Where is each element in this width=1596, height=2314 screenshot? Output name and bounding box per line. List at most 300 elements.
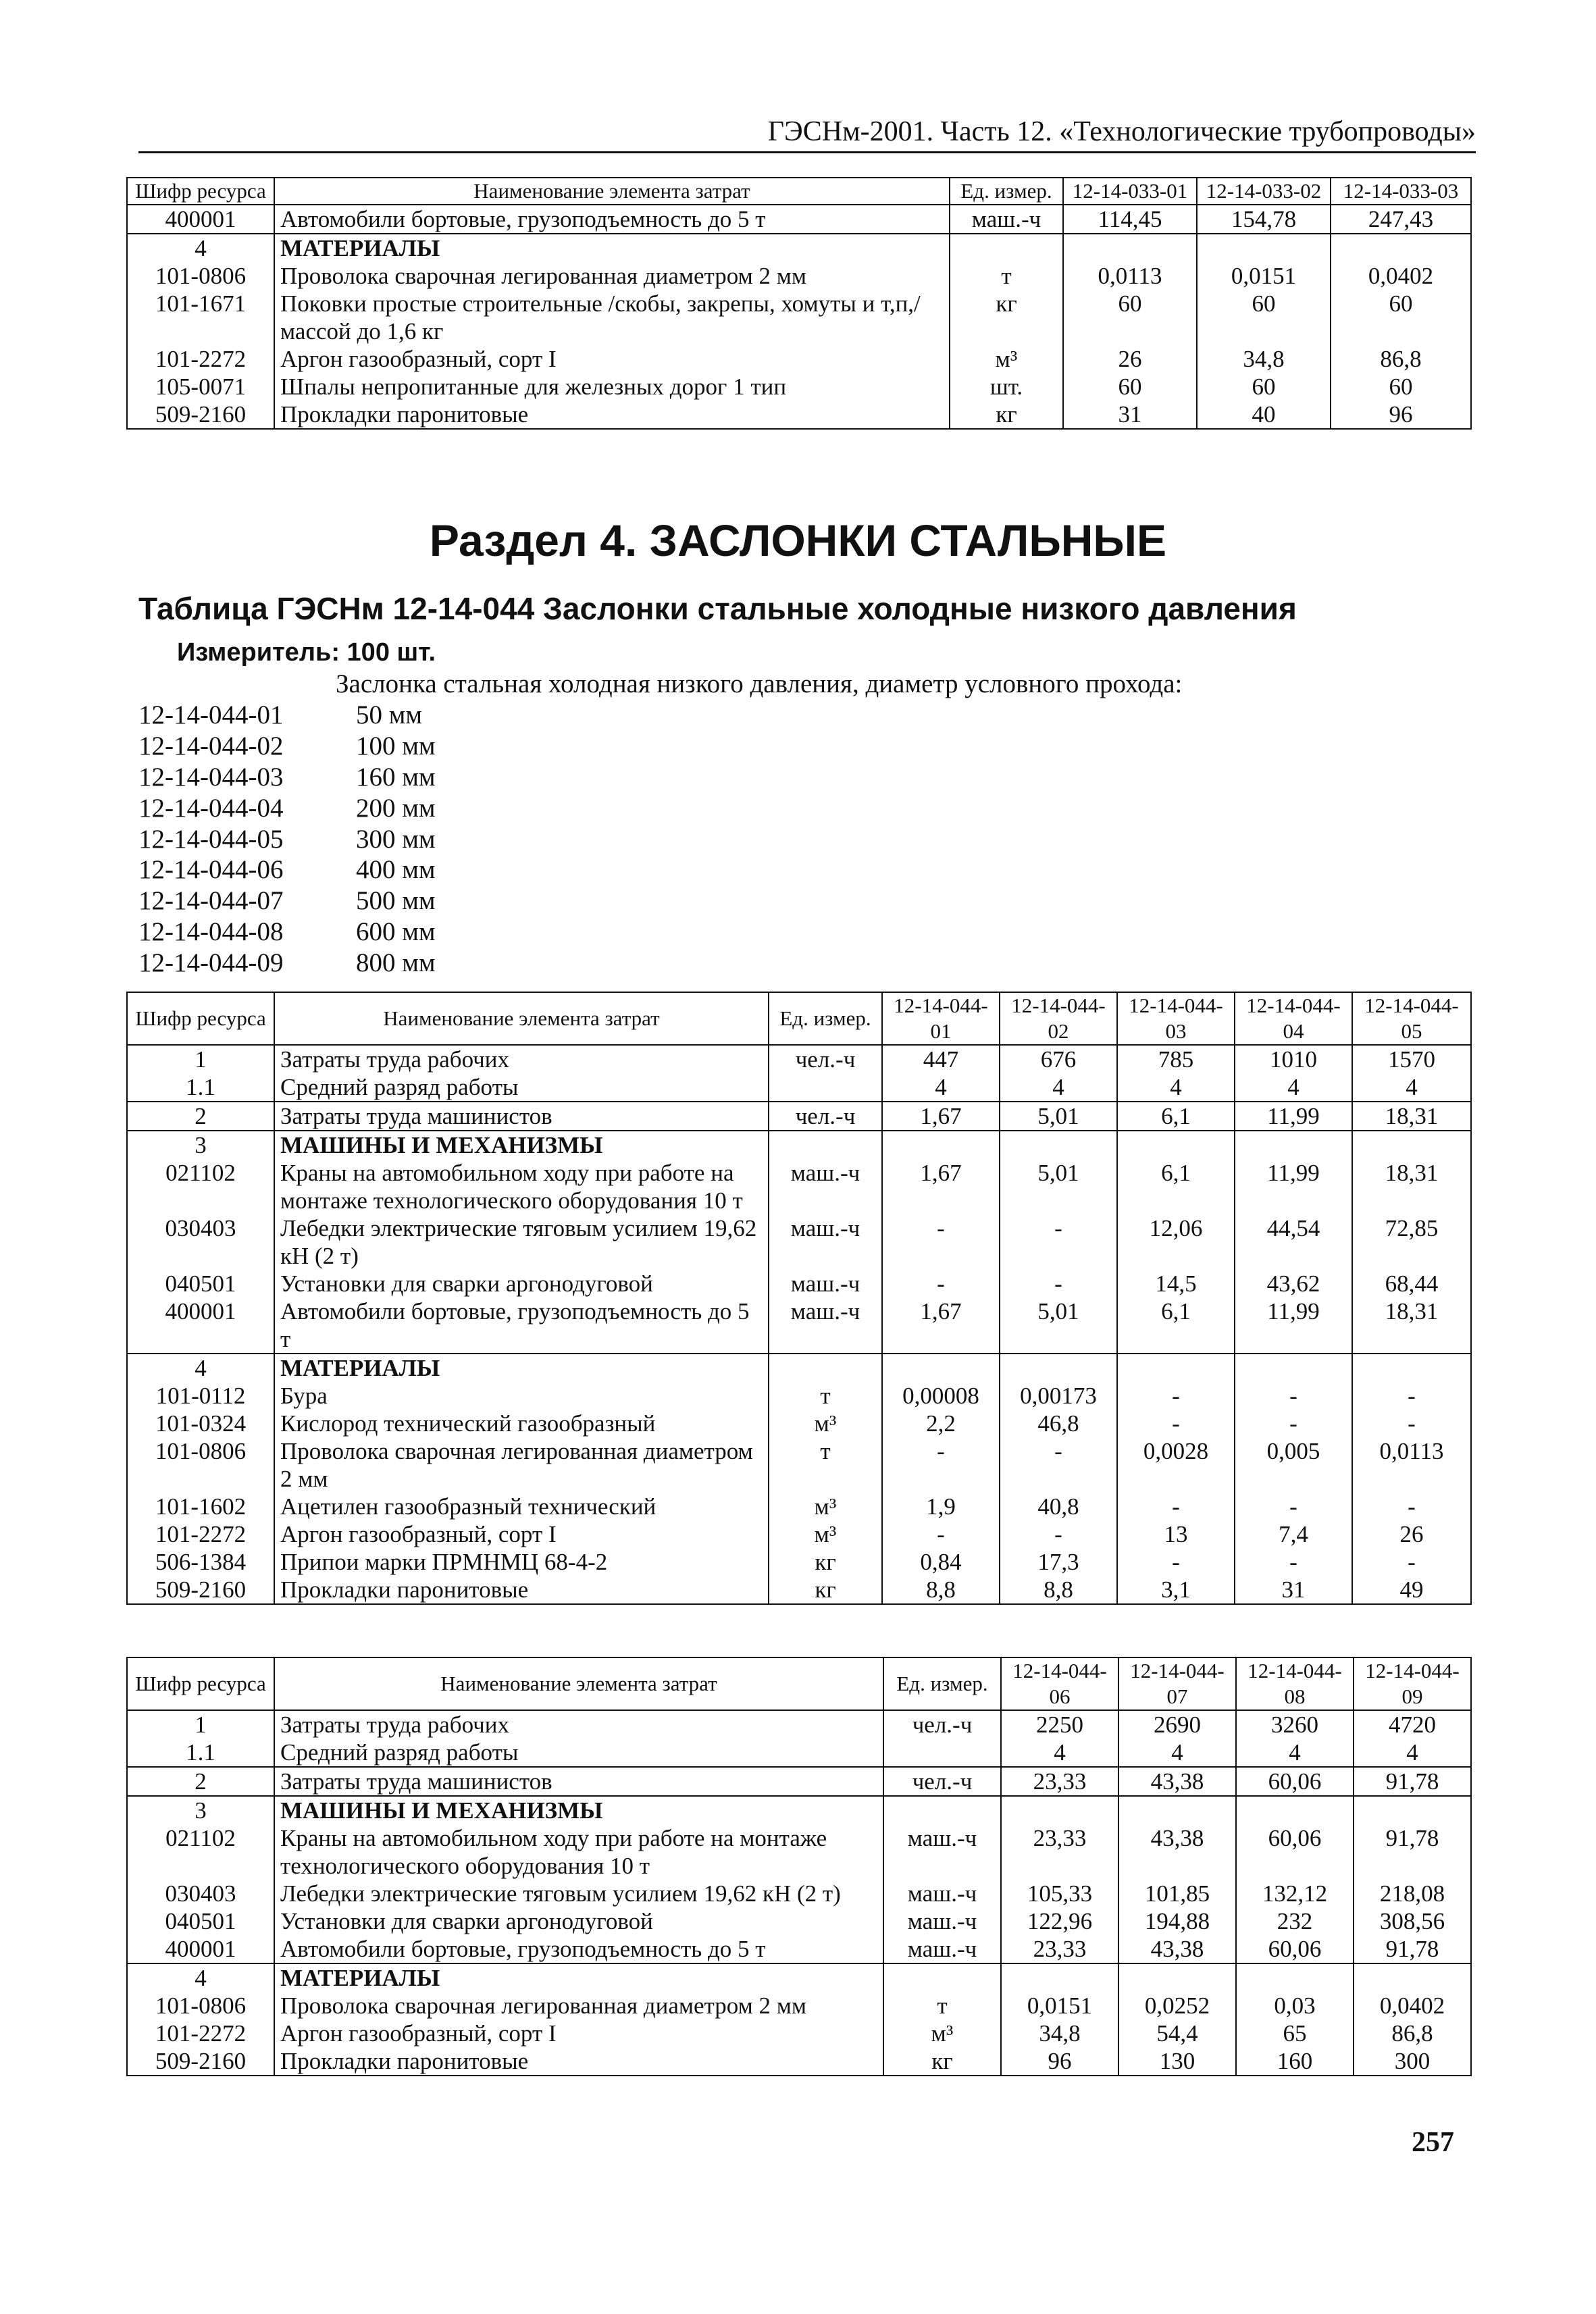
unit: кг bbox=[950, 401, 1063, 429]
estimate-code: 12-14-044-09 bbox=[138, 948, 284, 978]
column-header: 12-14-044-04 bbox=[1235, 992, 1352, 1045]
unit: маш.-ч bbox=[883, 1824, 1001, 1880]
unit: кг bbox=[769, 1548, 882, 1576]
value-cell bbox=[1235, 1131, 1352, 1159]
cost-item-name: Кислород технический газообразный bbox=[274, 1410, 769, 1437]
value-cell: 1,67 bbox=[882, 1102, 1000, 1131]
value-cell: - bbox=[1352, 1382, 1471, 1410]
value-cell: - bbox=[1117, 1548, 1235, 1576]
cost-item-name: Затраты труда машинистов bbox=[274, 1767, 883, 1796]
cost-item-name: Проволока сварочная легированная диаметром 2 мм bbox=[274, 1437, 769, 1493]
resource-code: 101-0324 bbox=[127, 1410, 274, 1437]
cost-item-name: Шпалы непропитанные для железных дорог 1 тип bbox=[274, 373, 950, 401]
column-header: Наименование элемента затрат bbox=[274, 992, 769, 1045]
value-cell: 72,85 bbox=[1352, 1214, 1471, 1270]
value-cell: 54,4 bbox=[1118, 2020, 1236, 2047]
cost-item-name: Затраты труда рабочих bbox=[274, 1045, 769, 1073]
code-size-row bbox=[138, 731, 436, 762]
value-cell: 65 bbox=[1236, 2020, 1354, 2047]
nominal-diameter: 200 мм bbox=[356, 793, 436, 823]
table-row bbox=[127, 1297, 1471, 1354]
value-cell: 785 bbox=[1117, 1045, 1235, 1073]
table-row bbox=[127, 1159, 1471, 1214]
value-cell: 0,0402 bbox=[1354, 1992, 1471, 2020]
value-cell bbox=[1352, 1354, 1471, 1382]
resource-code: 030403 bbox=[127, 1880, 274, 1907]
resource-code: 040501 bbox=[127, 1907, 274, 1935]
cost-item-name: МАТЕРИАЛЫ bbox=[274, 234, 950, 262]
value-cell: - bbox=[882, 1270, 1000, 1297]
column-header: Наименование элемента затрат bbox=[274, 178, 950, 205]
value-cell: 132,12 bbox=[1236, 1880, 1354, 1907]
value-cell: 91,78 bbox=[1354, 1824, 1471, 1880]
unit: маш.-ч bbox=[950, 205, 1063, 234]
value-cell bbox=[1352, 1131, 1471, 1159]
value-cell: - bbox=[882, 1214, 1000, 1270]
value-cell: 101,85 bbox=[1118, 1880, 1236, 1907]
resource-code: 509-2160 bbox=[127, 401, 274, 429]
table-row bbox=[127, 1907, 1471, 1935]
value-cell: 60 bbox=[1197, 373, 1331, 401]
value-cell bbox=[1117, 1354, 1235, 1382]
cost-item-name: МАШИНЫ И МЕХАНИЗМЫ bbox=[274, 1796, 883, 1824]
table-row bbox=[127, 1520, 1471, 1548]
resource-code: 101-0806 bbox=[127, 1437, 274, 1493]
resource-table-12-14-033 bbox=[126, 177, 1472, 430]
value-cell: 194,88 bbox=[1118, 1907, 1236, 1935]
unit bbox=[883, 1963, 1001, 1992]
cost-item-name: Припои марки ПРМНМЦ 68-4-2 bbox=[274, 1548, 769, 1576]
column-header: 12-14-044-06 bbox=[1001, 1657, 1118, 1710]
value-cell: 4720 bbox=[1354, 1710, 1471, 1739]
resource-code: 3 bbox=[127, 1796, 274, 1824]
nominal-diameter: 400 мм bbox=[356, 855, 436, 885]
value-cell: 23,33 bbox=[1001, 1767, 1118, 1796]
value-cell: 18,31 bbox=[1352, 1297, 1471, 1354]
column-header: 12-14-033-01 bbox=[1063, 178, 1197, 205]
value-cell: 23,33 bbox=[1001, 1935, 1118, 1963]
value-cell: 2250 bbox=[1001, 1710, 1118, 1739]
column-header: 12-14-044-07 bbox=[1118, 1657, 1236, 1710]
table-row bbox=[127, 234, 1471, 262]
value-cell: 3260 bbox=[1236, 1710, 1354, 1739]
cost-item-name: Автомобили бортовые, грузоподъемность до 5 т bbox=[274, 1935, 883, 1963]
resource-code: 101-0112 bbox=[127, 1382, 274, 1410]
cost-item-name: Краны на автомобильном ходу при работе на монтаже технологического оборудования 10 т bbox=[274, 1824, 883, 1880]
value-cell: 114,45 bbox=[1063, 205, 1197, 234]
resource-code: 509-2160 bbox=[127, 1576, 274, 1604]
cost-item-name: Автомобили бортовые, грузоподъемность до 5 т bbox=[274, 205, 950, 234]
value-cell: 1,67 bbox=[882, 1297, 1000, 1354]
value-cell: 4 bbox=[882, 1073, 1000, 1102]
table-row bbox=[127, 1131, 1471, 1159]
column-header: Ед. измер. bbox=[950, 178, 1063, 205]
resource-code: 1.1 bbox=[127, 1073, 274, 1102]
value-cell: 40 bbox=[1197, 401, 1331, 429]
value-cell bbox=[1236, 1796, 1354, 1824]
cost-item-name: Проволока сварочная легированная диаметром 2 мм bbox=[274, 1992, 883, 2020]
table-row bbox=[127, 1767, 1471, 1796]
table-row bbox=[127, 1410, 1471, 1437]
value-cell: - bbox=[1352, 1410, 1471, 1437]
resource-code: 400001 bbox=[127, 1935, 274, 1963]
unit: кг bbox=[883, 2047, 1001, 2076]
value-cell: 447 bbox=[882, 1045, 1000, 1073]
value-cell: 8,8 bbox=[882, 1576, 1000, 1604]
value-cell: 34,8 bbox=[1197, 345, 1331, 373]
cost-item-name: МАТЕРИАЛЫ bbox=[274, 1354, 769, 1382]
value-cell: 4 bbox=[1352, 1073, 1471, 1102]
resource-code: 3 bbox=[127, 1131, 274, 1159]
value-cell bbox=[1236, 1963, 1354, 1992]
code-size-row bbox=[138, 793, 436, 824]
cost-item-name: Аргон газообразный, сорт I bbox=[274, 345, 950, 373]
resource-code: 400001 bbox=[127, 1297, 274, 1354]
value-cell: 60 bbox=[1063, 290, 1197, 345]
unit: маш.-ч bbox=[883, 1907, 1001, 1935]
estimate-code: 12-14-044-07 bbox=[138, 886, 284, 916]
cost-item-name: Поковки простые строительные /скобы, закрепы, хомуты и т,п,/ массой до 1,6 кг bbox=[274, 290, 950, 345]
value-cell: - bbox=[882, 1437, 1000, 1493]
value-cell: 8,8 bbox=[1000, 1576, 1117, 1604]
resource-code: 4 bbox=[127, 234, 274, 262]
value-cell: 26 bbox=[1352, 1520, 1471, 1548]
value-cell bbox=[1118, 1796, 1236, 1824]
value-cell bbox=[1000, 1354, 1117, 1382]
value-cell: 218,08 bbox=[1354, 1880, 1471, 1907]
code-size-list bbox=[138, 700, 436, 979]
resource-code: 2 bbox=[127, 1767, 274, 1796]
unit: маш.-ч bbox=[769, 1297, 882, 1354]
unit: кг bbox=[950, 290, 1063, 345]
value-cell: 4 bbox=[1354, 1739, 1471, 1767]
value-cell: 60 bbox=[1063, 373, 1197, 401]
value-cell: 160 bbox=[1236, 2047, 1354, 2076]
column-header: 12-14-044-05 bbox=[1352, 992, 1471, 1045]
code-size-row bbox=[138, 824, 436, 855]
value-cell: - bbox=[1000, 1214, 1117, 1270]
column-header: 12-14-044-02 bbox=[1000, 992, 1117, 1045]
column-header: Наименование элемента затрат bbox=[274, 1657, 883, 1710]
column-header: Шифр ресурса bbox=[127, 1657, 274, 1710]
table-row bbox=[127, 2047, 1471, 2076]
value-cell: 308,56 bbox=[1354, 1907, 1471, 1935]
value-cell bbox=[1331, 234, 1471, 262]
table-row bbox=[127, 1382, 1471, 1410]
value-cell: - bbox=[1117, 1410, 1235, 1437]
column-header: 12-14-033-02 bbox=[1197, 178, 1331, 205]
value-cell bbox=[1354, 1963, 1471, 1992]
column-header: 12-14-044-03 bbox=[1117, 992, 1235, 1045]
value-cell: 247,43 bbox=[1331, 205, 1471, 234]
column-header: Шифр ресурса bbox=[127, 178, 274, 205]
unit: м³ bbox=[769, 1493, 882, 1520]
unit: маш.-ч bbox=[769, 1270, 882, 1297]
value-cell bbox=[1001, 1963, 1118, 1992]
value-cell: 105,33 bbox=[1001, 1880, 1118, 1907]
value-cell: 1,67 bbox=[882, 1159, 1000, 1214]
value-cell: 0,0402 bbox=[1331, 262, 1471, 290]
value-cell: - bbox=[1235, 1410, 1352, 1437]
value-cell: 31 bbox=[1235, 1576, 1352, 1604]
resource-code: 030403 bbox=[127, 1214, 274, 1270]
table-row bbox=[127, 1493, 1471, 1520]
value-cell: 49 bbox=[1352, 1576, 1471, 1604]
value-cell: 11,99 bbox=[1235, 1297, 1352, 1354]
unit: маш.-ч bbox=[883, 1880, 1001, 1907]
resource-code: 506-1384 bbox=[127, 1548, 274, 1576]
column-header: Шифр ресурса bbox=[127, 992, 274, 1045]
unit bbox=[883, 1739, 1001, 1767]
estimate-code: 12-14-044-02 bbox=[138, 731, 284, 761]
value-cell: 0,005 bbox=[1235, 1437, 1352, 1493]
cost-item-name: Проволока сварочная легированная диаметром 2 мм bbox=[274, 262, 950, 290]
page-number: 257 bbox=[1412, 2127, 1454, 2158]
table-row bbox=[127, 1992, 1471, 2020]
measure-line bbox=[177, 636, 436, 669]
value-cell bbox=[1117, 1131, 1235, 1159]
table-row bbox=[127, 290, 1471, 345]
value-cell: 300 bbox=[1354, 2047, 1471, 2076]
nominal-diameter: 800 мм bbox=[356, 948, 436, 978]
value-cell: 12,06 bbox=[1117, 1214, 1235, 1270]
cost-item-name: Аргон газообразный, сорт I bbox=[274, 2020, 883, 2047]
cost-item-name: Ацетилен газообразный технический bbox=[274, 1493, 769, 1520]
unit bbox=[950, 234, 1063, 262]
table-description: Заслонка стальная холодная низкого давления, диаметр условного прохода: bbox=[336, 669, 1183, 698]
value-cell: - bbox=[1000, 1270, 1117, 1297]
value-cell bbox=[1118, 1963, 1236, 1992]
table-row bbox=[127, 1102, 1471, 1131]
header-row bbox=[127, 1657, 1471, 1710]
table-row bbox=[127, 401, 1471, 429]
table-row bbox=[127, 1935, 1471, 1963]
unit: маш.-ч bbox=[769, 1214, 882, 1270]
unit: чел.-ч bbox=[769, 1102, 882, 1131]
unit bbox=[883, 1796, 1001, 1824]
value-cell: 86,8 bbox=[1354, 2020, 1471, 2047]
table-row bbox=[127, 262, 1471, 290]
value-cell: 0,0028 bbox=[1117, 1437, 1235, 1493]
unit: т bbox=[950, 262, 1063, 290]
section-title: Раздел 4. ЗАСЛОНКИ СТАЛЬНЫЕ bbox=[429, 515, 1167, 565]
value-cell: 96 bbox=[1331, 401, 1471, 429]
resource-table-12-14-044-part1 bbox=[126, 992, 1472, 1605]
unit: т bbox=[769, 1437, 882, 1493]
resource-code: 021102 bbox=[127, 1824, 274, 1880]
cost-item-name: МАТЕРИАЛЫ bbox=[274, 1963, 883, 1992]
cost-item-name: Установки для сварки аргонодуговой bbox=[274, 1907, 883, 1935]
value-cell: - bbox=[1235, 1382, 1352, 1410]
table-row bbox=[127, 1548, 1471, 1576]
value-cell: 86,8 bbox=[1331, 345, 1471, 373]
unit: маш.-ч bbox=[883, 1935, 1001, 1963]
value-cell: 60 bbox=[1197, 290, 1331, 345]
resource-code: 105-0071 bbox=[127, 373, 274, 401]
table-row bbox=[127, 1073, 1471, 1102]
value-cell: 34,8 bbox=[1001, 2020, 1118, 2047]
resource-table-12-14-044-part2 bbox=[126, 1657, 1472, 2076]
value-cell: 91,78 bbox=[1354, 1767, 1471, 1796]
unit bbox=[769, 1073, 882, 1102]
measure-label: Измеритель: bbox=[177, 638, 340, 667]
column-header: 12-14-044-01 bbox=[882, 992, 1000, 1045]
unit bbox=[769, 1354, 882, 1382]
value-cell: 0,0151 bbox=[1197, 262, 1331, 290]
value-cell: 154,78 bbox=[1197, 205, 1331, 234]
code-size-row bbox=[138, 885, 436, 917]
estimate-code: 12-14-044-01 bbox=[138, 700, 284, 729]
value-cell: 60 bbox=[1331, 373, 1471, 401]
nominal-diameter: 600 мм bbox=[356, 917, 436, 947]
column-header: Ед. измер. bbox=[769, 992, 882, 1045]
value-cell: 96 bbox=[1001, 2047, 1118, 2076]
estimate-code: 12-14-044-08 bbox=[138, 917, 284, 947]
value-cell: 5,01 bbox=[1000, 1297, 1117, 1354]
value-cell: 2,2 bbox=[882, 1410, 1000, 1437]
value-cell: 0,0151 bbox=[1001, 1992, 1118, 2020]
resource-code: 4 bbox=[127, 1354, 274, 1382]
resource-code: 2 bbox=[127, 1102, 274, 1131]
value-cell: 4 bbox=[1117, 1073, 1235, 1102]
value-cell: - bbox=[1000, 1437, 1117, 1493]
unit: чел.-ч bbox=[769, 1045, 882, 1073]
cost-item-name: Средний разряд работы bbox=[274, 1073, 769, 1102]
value-cell bbox=[1063, 234, 1197, 262]
table-row bbox=[127, 373, 1471, 401]
value-cell: 6,1 bbox=[1117, 1159, 1235, 1214]
value-cell: 4 bbox=[1001, 1739, 1118, 1767]
resource-code: 101-1671 bbox=[127, 290, 274, 345]
estimate-code: 12-14-044-06 bbox=[138, 855, 284, 885]
column-header: 12-14-033-03 bbox=[1331, 178, 1471, 205]
nominal-diameter: 50 мм bbox=[356, 700, 423, 729]
value-cell: - bbox=[882, 1520, 1000, 1548]
cost-item-name: МАШИНЫ И МЕХАНИЗМЫ bbox=[274, 1131, 769, 1159]
value-cell: 1,9 bbox=[882, 1493, 1000, 1520]
value-cell: 3,1 bbox=[1117, 1576, 1235, 1604]
cost-item-name: Аргон газообразный, сорт I bbox=[274, 1520, 769, 1548]
column-header: 12-14-044-08 bbox=[1236, 1657, 1354, 1710]
value-cell: - bbox=[1235, 1548, 1352, 1576]
code-size-row bbox=[138, 700, 436, 731]
value-cell bbox=[1000, 1131, 1117, 1159]
value-cell: 44,54 bbox=[1235, 1214, 1352, 1270]
value-cell: 1570 bbox=[1352, 1045, 1471, 1073]
value-cell bbox=[1354, 1796, 1471, 1824]
estimate-code: 12-14-044-03 bbox=[138, 762, 284, 792]
table-row bbox=[127, 1437, 1471, 1493]
value-cell: 43,38 bbox=[1118, 1935, 1236, 1963]
resource-code: 1 bbox=[127, 1710, 274, 1739]
unit: м³ bbox=[883, 2020, 1001, 2047]
value-cell: 17,3 bbox=[1000, 1548, 1117, 1576]
cost-item-name: Затраты труда машинистов bbox=[274, 1102, 769, 1131]
unit: шт. bbox=[950, 373, 1063, 401]
resource-code: 021102 bbox=[127, 1159, 274, 1214]
value-cell: 1010 bbox=[1235, 1045, 1352, 1073]
table-row bbox=[127, 1045, 1471, 1073]
value-cell: - bbox=[1352, 1493, 1471, 1520]
value-cell: 0,0113 bbox=[1063, 262, 1197, 290]
estimate-code: 12-14-044-05 bbox=[138, 824, 284, 854]
resource-code: 101-0806 bbox=[127, 1992, 274, 2020]
value-cell: 60 bbox=[1331, 290, 1471, 345]
cost-item-name: Затраты труда рабочих bbox=[274, 1710, 883, 1739]
value-cell: 4 bbox=[1000, 1073, 1117, 1102]
value-cell: - bbox=[1235, 1493, 1352, 1520]
value-cell bbox=[882, 1131, 1000, 1159]
table-row bbox=[127, 1214, 1471, 1270]
column-header: Ед. измер. bbox=[883, 1657, 1001, 1710]
table-row bbox=[127, 1796, 1471, 1824]
value-cell: 68,44 bbox=[1352, 1270, 1471, 1297]
running-header: ГЭСНм-2001. Часть 12. «Технологические трубопроводы» bbox=[138, 113, 1476, 153]
cost-item-name: Установки для сварки аргонодуговой bbox=[274, 1270, 769, 1297]
table-row bbox=[127, 1739, 1471, 1767]
value-cell: 0,0113 bbox=[1352, 1437, 1471, 1493]
value-cell bbox=[1197, 234, 1331, 262]
unit: т bbox=[769, 1382, 882, 1410]
resource-code: 040501 bbox=[127, 1270, 274, 1297]
value-cell: 4 bbox=[1118, 1739, 1236, 1767]
value-cell: - bbox=[1352, 1548, 1471, 1576]
table-row bbox=[127, 1354, 1471, 1382]
resource-code: 1.1 bbox=[127, 1739, 274, 1767]
resource-code: 101-2272 bbox=[127, 345, 274, 373]
value-cell: 4 bbox=[1235, 1073, 1352, 1102]
cost-item-name: Прокладки паронитовые bbox=[274, 2047, 883, 2076]
code-size-row bbox=[138, 917, 436, 948]
unit: кг bbox=[769, 1576, 882, 1604]
value-cell: - bbox=[1117, 1493, 1235, 1520]
value-cell: 43,38 bbox=[1118, 1824, 1236, 1880]
value-cell: 91,78 bbox=[1354, 1935, 1471, 1963]
table-row bbox=[127, 1880, 1471, 1907]
value-cell: 11,99 bbox=[1235, 1102, 1352, 1131]
nominal-diameter: 100 мм bbox=[356, 731, 436, 761]
resource-code: 1 bbox=[127, 1045, 274, 1073]
value-cell: 40,8 bbox=[1000, 1493, 1117, 1520]
estimate-code: 12-14-044-04 bbox=[138, 793, 284, 823]
table-row bbox=[127, 1270, 1471, 1297]
unit: маш.-ч bbox=[769, 1159, 882, 1214]
value-cell: 0,0252 bbox=[1118, 1992, 1236, 2020]
resource-code: 509-2160 bbox=[127, 2047, 274, 2076]
value-cell: 5,01 bbox=[1000, 1102, 1117, 1131]
value-cell: 60,06 bbox=[1236, 1935, 1354, 1963]
code-size-row bbox=[138, 854, 436, 885]
value-cell: 4 bbox=[1236, 1739, 1354, 1767]
resource-code: 101-2272 bbox=[127, 1520, 274, 1548]
value-cell: 46,8 bbox=[1000, 1410, 1117, 1437]
value-cell: 7,4 bbox=[1235, 1520, 1352, 1548]
cost-item-name: Бура bbox=[274, 1382, 769, 1410]
table-row bbox=[127, 1824, 1471, 1880]
table-row bbox=[127, 1710, 1471, 1739]
value-cell: 18,31 bbox=[1352, 1102, 1471, 1131]
column-header: 12-14-044-09 bbox=[1354, 1657, 1471, 1710]
measure-value: 100 шт. bbox=[346, 638, 436, 667]
value-cell: 0,00173 bbox=[1000, 1382, 1117, 1410]
value-cell: 43,38 bbox=[1118, 1767, 1236, 1796]
value-cell bbox=[882, 1354, 1000, 1382]
table-row bbox=[127, 1963, 1471, 1992]
cost-item-name: Прокладки паронитовые bbox=[274, 1576, 769, 1604]
value-cell: 43,62 bbox=[1235, 1270, 1352, 1297]
table-row bbox=[127, 2020, 1471, 2047]
value-cell: 11,99 bbox=[1235, 1159, 1352, 1214]
